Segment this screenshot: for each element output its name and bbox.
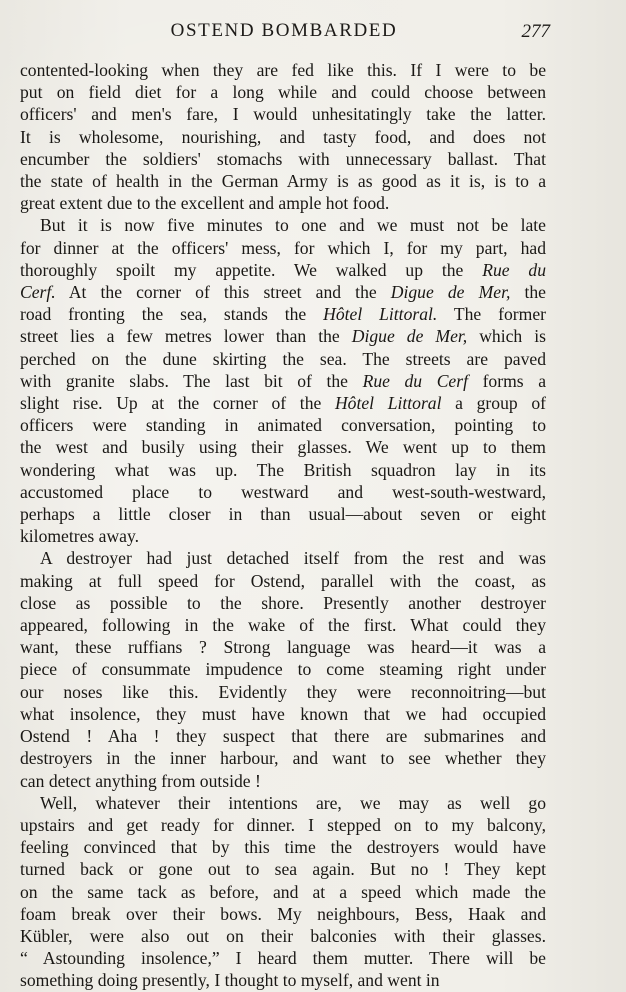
text-run: upstairs and get ready for dinner. I stepped on to my balcony, [20, 814, 546, 835]
text-run: want, these ruffians ? Strong language was heard—it was a [20, 637, 546, 658]
text-line [20, 725, 546, 747]
text-line [20, 325, 546, 347]
text-run: appeared, following in the wake of the first. What could they [20, 615, 546, 636]
text-run: the state of health in the German Army is as good as it is, is to a [20, 171, 546, 192]
text-line [20, 947, 546, 969]
text-run: encumber the soldiers' stomachs with unnecessary ballast. That [20, 148, 546, 169]
text-run: feeling convinced that by this time the destroyers would have [20, 837, 546, 858]
text-line [20, 836, 546, 858]
italic-text-run: Rue du Cerf [362, 370, 468, 391]
body-text [20, 59, 546, 992]
italic-text-run: Hôtel Littoral [334, 393, 442, 414]
text-run: officers' and men's fare, I would unhesitatingly take the latter. [20, 104, 546, 125]
text-run: “ Astounding insolence,” I heard them mutter. There will be [20, 948, 546, 969]
text-run: great extent due to the excellent and ample hot food. [20, 193, 390, 214]
page-header [22, 18, 550, 50]
text-run: kilometres away. [20, 526, 140, 547]
paragraph [20, 792, 546, 992]
text-line [20, 237, 546, 259]
text-line [20, 881, 546, 903]
text-run: accustomed place to westward and west-south-westward, [20, 481, 546, 502]
italic-text-run: Rue du [482, 259, 546, 280]
text-line [20, 636, 546, 658]
text-line [20, 303, 546, 325]
text-run: Kübler, were also out on their balconies with their glasses. [20, 925, 546, 946]
text-line [20, 148, 546, 170]
text-line [20, 925, 546, 947]
text-line [20, 436, 546, 458]
text-run: piece of consummate impudence to come steaming right under [20, 659, 546, 680]
text-run: a group of [441, 393, 546, 414]
text-line [20, 481, 546, 503]
text-line [20, 370, 546, 392]
text-run: making at full speed for Ostend, parallel with the coast, as [20, 570, 546, 591]
running-head: OSTEND BOMBARDED [170, 20, 398, 41]
text-line [20, 570, 546, 592]
text-line [20, 81, 546, 103]
text-line [20, 214, 546, 236]
text-run: put on field diet for a long while and could choose between [20, 82, 546, 103]
text-line [20, 703, 546, 725]
paragraph [20, 547, 546, 791]
text-run: thoroughly spoilt my appetite. We walked up the [20, 259, 483, 280]
text-run: what insolence, they must have known that we had occupied [20, 703, 546, 724]
text-run: our noses like this. Evidently they were reconnoitring—but [20, 681, 546, 702]
italic-text-run: Digue de Mer, [351, 326, 468, 347]
text-line [20, 658, 546, 680]
text-run: something doing presently, I thought to myself, and went in [20, 970, 440, 991]
text-run: the west and busily using their glasses. We went up to them [20, 437, 546, 458]
text-run: forms a [467, 370, 547, 391]
text-run: contented-looking when they are fed like this. If I were to be [20, 60, 546, 80]
text-line [20, 103, 546, 125]
text-run: can detect anything from outside ! [20, 770, 261, 791]
text-line [20, 170, 546, 192]
text-run: perhaps a little closer in than usual—about seven or eight [20, 504, 546, 525]
text-run: officers were standing in animated conversation, pointing to [20, 415, 546, 436]
text-line [20, 614, 546, 636]
text-run: for dinner at the officers' mess, for which I, for my part, had [20, 237, 546, 258]
text-run: on the same tack as before, and at a speed which made the [20, 881, 546, 902]
text-line [20, 525, 546, 547]
text-run: turned back or gone out to sea again. But no ! They kept [20, 859, 546, 880]
text-line [20, 459, 546, 481]
text-line [20, 903, 546, 925]
text-run: foam break over their bows. My neighbours, Bess, Haak and [20, 903, 546, 924]
text-run: with granite slabs. The last bit of the [20, 370, 363, 391]
text-run: close as possible to the shore. Presently another destroyer [20, 592, 546, 613]
text-line [20, 814, 546, 836]
text-line [20, 547, 546, 569]
text-line [20, 414, 546, 436]
text-line [20, 681, 546, 703]
text-line [20, 969, 546, 991]
text-run: wondering what was up. The British squadron lay in its [20, 459, 546, 480]
text-run: Well, whatever their intentions are, we may as well go [40, 792, 546, 813]
text-line [20, 126, 546, 148]
text-line [20, 747, 546, 769]
text-line [20, 792, 546, 814]
text-line [20, 59, 546, 81]
text-run: perched on the dune skirting the sea. The streets are paved [20, 348, 546, 369]
text-line [20, 770, 546, 792]
text-run: street lies a few metres lower than the [20, 326, 352, 347]
italic-text-run: Digue de Mer, [390, 282, 511, 303]
text-line [20, 192, 546, 214]
text-line [20, 503, 546, 525]
text-run: slight rise. Up at the corner of the [20, 393, 335, 414]
text-line [20, 259, 546, 281]
text-run: Ostend ! Aha ! they suspect that there are submarines and [20, 726, 546, 747]
text-run: destroyers in the inner harbour, and want to see whether they [20, 748, 546, 769]
text-run: The former [437, 304, 547, 325]
paragraph [20, 59, 546, 214]
page-number: 277 [521, 21, 550, 42]
text-line [20, 392, 546, 414]
text-line [20, 281, 546, 303]
text-run: It is wholesome, nourishing, and tasty food, and does not [20, 126, 546, 147]
paragraph [20, 214, 546, 547]
italic-text-run: Hôtel Littoral. [323, 304, 438, 325]
text-line [20, 348, 546, 370]
text-run: At the corner of this street and the [55, 282, 391, 303]
text-run: road fronting the sea, stands the [20, 304, 324, 325]
text-line [20, 858, 546, 880]
text-run: But it is now five minutes to one and we must not be late [40, 215, 546, 236]
text-run: which is [467, 326, 546, 347]
text-line [20, 592, 546, 614]
text-run: the [510, 282, 546, 303]
text-run: A destroyer had just detached itself from the rest and was [40, 548, 546, 569]
italic-text-run: Cerf. [20, 282, 56, 303]
